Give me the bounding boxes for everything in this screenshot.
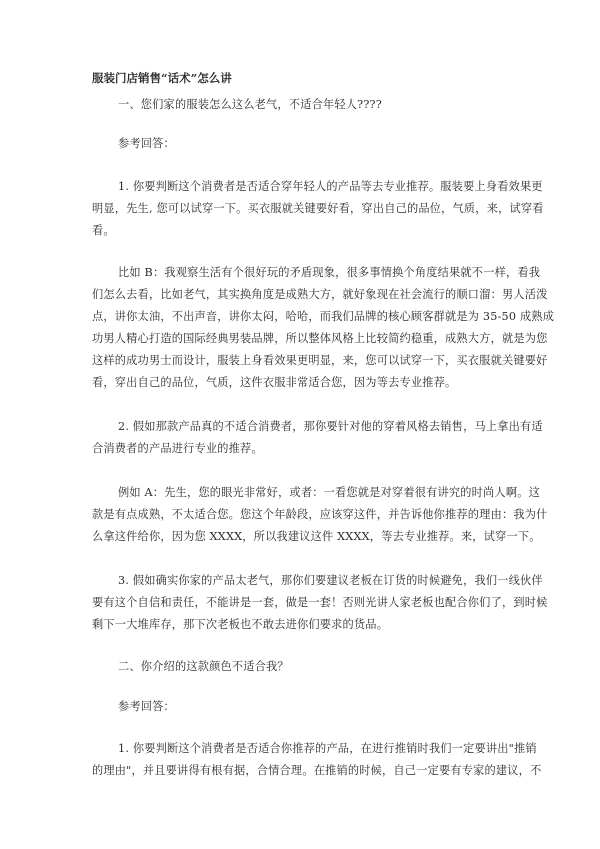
paragraph-line: 么拿这件给你，因为您 XXXX，所以我建议这件 XXXX，等去专业推荐。来，试穿一下。 bbox=[92, 530, 541, 543]
paragraph-line: 们怎么去看，比如老气，其实换角度是成熟大方，就好象现在社会流行的顺口溜：男人活泼 bbox=[92, 288, 548, 301]
paragraph-line: 明显，先生, 您可以试穿一下。买衣服就关键要好看，穿出自己的品位，气质，来，试穿看 bbox=[92, 202, 544, 215]
paragraph-line: 看。 bbox=[92, 224, 115, 237]
paragraph-line: 3. 假如确实你家的产品太老气，那你们要建议老板在订货的时候避免，我们一线伙伴 bbox=[118, 574, 543, 587]
paragraph-line: 这样的成功男士而设计，服装上身看效果更明显，来，您可以试穿一下，买衣服就关键要好 bbox=[92, 354, 548, 367]
question-1-heading: 一、您们家的服装怎么这么老气，不适合年轻人???? bbox=[118, 98, 382, 111]
paragraph-line: 的理由"，并且要讲得有根有据，合情合理。在推销的时候，自己一定要有专家的建议，不 bbox=[92, 764, 542, 777]
paragraph-line: 剩下一大堆库存，那下次老板也不敢去进你们要求的货品。 bbox=[92, 618, 389, 631]
paragraph-line: 例如 A：先生，您的眼光非常好，或者：一看您就是对穿着很有讲究的时尚人啊。这 bbox=[118, 486, 540, 499]
paragraph-line: 要有这个自信和责任，不能讲是一套，做是一套！否则光讲人家老板也配合你们了，到时候 bbox=[92, 596, 548, 609]
document-title: 服装门店销售“话术”怎么讲 bbox=[92, 71, 232, 85]
paragraph-line: 看，穿出自己的品位，气质，这件衣服非常适合您，因为等去专业推荐。 bbox=[92, 376, 457, 389]
question-2-heading: 二、你介绍的这款颜色不适合我？ bbox=[118, 660, 289, 673]
paragraph-line: 点，讲你太油，不出声音，讲你太闷，哈哈，而我们品牌的核心顾客群就是为 35-50 成熟成 bbox=[92, 310, 555, 323]
paragraph-line: 款是有点成熟，不太适合您。您这个年龄段，应该穿这件，并告诉他你推荐的理由：我为什 bbox=[92, 508, 548, 521]
paragraph-line: 2. 假如那款产品真的不适合消费者，那你要针对他的穿着风格去销售，马上拿出有适 bbox=[118, 420, 543, 433]
paragraph-line: 功男人精心打造的国际经典男装品牌，所以整体风格上比较简约稳重，成熟大方，就是为您 bbox=[92, 332, 548, 345]
paragraph-line: 合消费者的产品进行专业的推荐。 bbox=[92, 442, 263, 455]
reference-answer-label: 参考回答： bbox=[118, 700, 175, 713]
paragraph-line: 1. 你要判断这个消费者是否适合你推荐的产品，在进行推销时我们一定要讲出"推销 bbox=[118, 742, 537, 755]
paragraph-line: 比如 B：我观察生活有个很好玩的矛盾现象，很多事情换个角度结果就不一样，看我 bbox=[118, 266, 541, 279]
paragraph-line: 1. 你要判断这个消费者是否适合穿年轻人的产品等去专业推荐。服装要上身看效果更 bbox=[118, 180, 543, 193]
reference-answer-label: 参考回答： bbox=[118, 137, 175, 150]
